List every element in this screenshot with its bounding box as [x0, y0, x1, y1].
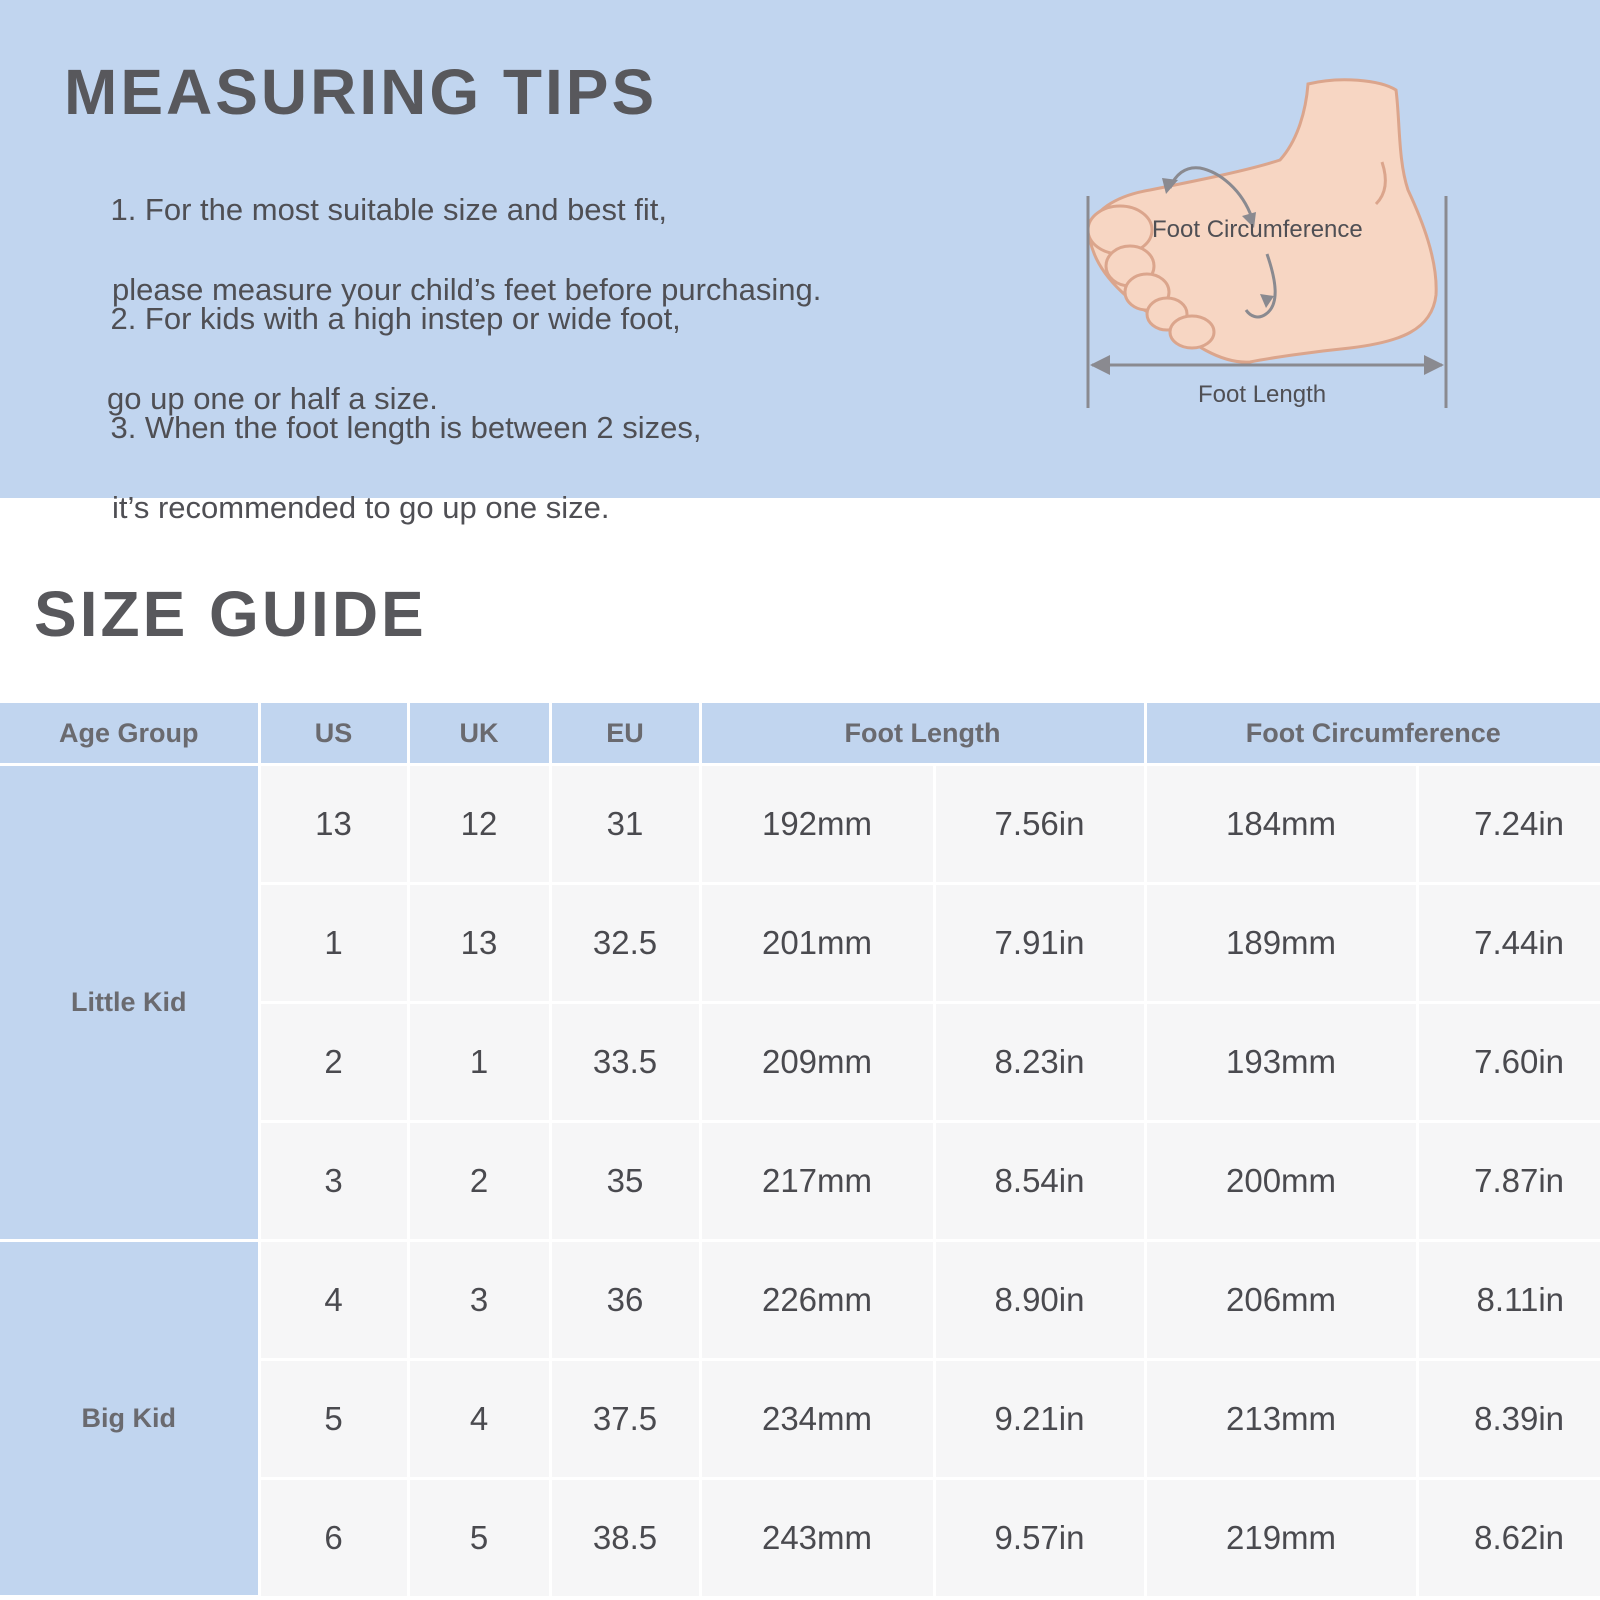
- cell-length-in: 8.23in: [934, 1003, 1145, 1122]
- cell-circ-mm: 189mm: [1145, 884, 1417, 1003]
- cell-length-mm: 192mm: [700, 765, 934, 884]
- foot-diagram: [1070, 70, 1470, 420]
- cell-length-in: 8.54in: [934, 1122, 1145, 1241]
- cell-uk: 13: [408, 884, 550, 1003]
- cell-circ-in: 7.87in: [1417, 1122, 1600, 1241]
- cell-eu: 31: [550, 765, 700, 884]
- header-foot-length: Foot Length: [700, 702, 1145, 765]
- length-label: Foot Length: [1198, 381, 1327, 408]
- tip-3-line1: 3. When the foot length is between 2 sizes,: [110, 410, 702, 445]
- circumference-label: Foot Circumference: [1152, 216, 1363, 243]
- tip-1-line1: 1. For the most suitable size and best fit,: [110, 192, 667, 227]
- tip-3: [76, 368, 702, 608]
- cell-circ-mm: 184mm: [1145, 765, 1417, 884]
- cell-uk: 2: [408, 1122, 550, 1241]
- tip-3-line2: it’s recommended to go up one size.: [112, 490, 610, 525]
- header-eu: EU: [550, 702, 700, 765]
- cell-us: 13: [259, 765, 408, 884]
- size-guide-table: [0, 700, 1600, 1598]
- header-age-group: Age Group: [0, 702, 259, 765]
- header-foot-circumference: Foot Circumference: [1145, 702, 1600, 765]
- cell-length-in: 7.56in: [934, 765, 1145, 884]
- cell-uk: 5: [408, 1479, 550, 1597]
- cell-us: 1: [259, 884, 408, 1003]
- tip-1-line2: please measure your child’s feet before purchasing.: [112, 272, 822, 307]
- cell-eu: 36: [550, 1241, 700, 1360]
- cell-length-mm: 226mm: [700, 1241, 934, 1360]
- cell-length-mm: 201mm: [700, 884, 934, 1003]
- cell-length-in: 8.90in: [934, 1241, 1145, 1360]
- cell-circ-in: 7.60in: [1417, 1003, 1600, 1122]
- size-guide-title: SIZE GUIDE: [34, 578, 427, 650]
- header-uk: UK: [408, 702, 550, 765]
- header-us: US: [259, 702, 408, 765]
- cell-circ-in: 7.24in: [1417, 765, 1600, 884]
- cell-circ-in: 8.62in: [1417, 1479, 1600, 1597]
- cell-us: 5: [259, 1360, 408, 1479]
- cell-us: 3: [259, 1122, 408, 1241]
- table-header-row: [0, 702, 1600, 765]
- cell-eu: 37.5: [550, 1360, 700, 1479]
- cell-circ-mm: 213mm: [1145, 1360, 1417, 1479]
- cell-uk: 1: [408, 1003, 550, 1122]
- tip-2-line2: go up one or half a size.: [107, 381, 438, 416]
- cell-length-mm: 234mm: [700, 1360, 934, 1479]
- cell-circ-mm: 193mm: [1145, 1003, 1417, 1122]
- cell-uk: 12: [408, 765, 550, 884]
- age-group-little-kid: Little Kid: [0, 765, 259, 1241]
- cell-us: 4: [259, 1241, 408, 1360]
- cell-eu: 33.5: [550, 1003, 700, 1122]
- cell-circ-mm: 200mm: [1145, 1122, 1417, 1241]
- cell-eu: 35: [550, 1122, 700, 1241]
- cell-length-mm: 209mm: [700, 1003, 934, 1122]
- cell-uk: 4: [408, 1360, 550, 1479]
- cell-length-mm: 217mm: [700, 1122, 934, 1241]
- cell-circ-in: 8.11in: [1417, 1241, 1600, 1360]
- cell-length-in: 7.91in: [934, 884, 1145, 1003]
- table-row: [0, 1241, 1600, 1360]
- cell-circ-in: 8.39in: [1417, 1360, 1600, 1479]
- cell-circ-in: 7.44in: [1417, 884, 1600, 1003]
- cell-length-in: 9.57in: [934, 1479, 1145, 1597]
- cell-us: 6: [259, 1479, 408, 1597]
- table-row: [0, 765, 1600, 884]
- cell-uk: 3: [408, 1241, 550, 1360]
- measuring-tips-title: MEASURING TIPS: [64, 56, 658, 128]
- cell-eu: 32.5: [550, 884, 700, 1003]
- cell-us: 2: [259, 1003, 408, 1122]
- measuring-tips-section: [0, 0, 1600, 525]
- age-group-big-kid: Big Kid: [0, 1241, 259, 1597]
- cell-length-in: 9.21in: [934, 1360, 1145, 1479]
- tip-2-line1: 2. For kids with a high instep or wide foot,: [110, 301, 681, 336]
- cell-length-mm: 243mm: [700, 1479, 934, 1597]
- cell-circ-mm: 219mm: [1145, 1479, 1417, 1597]
- cell-eu: 38.5: [550, 1479, 700, 1597]
- cell-circ-mm: 206mm: [1145, 1241, 1417, 1360]
